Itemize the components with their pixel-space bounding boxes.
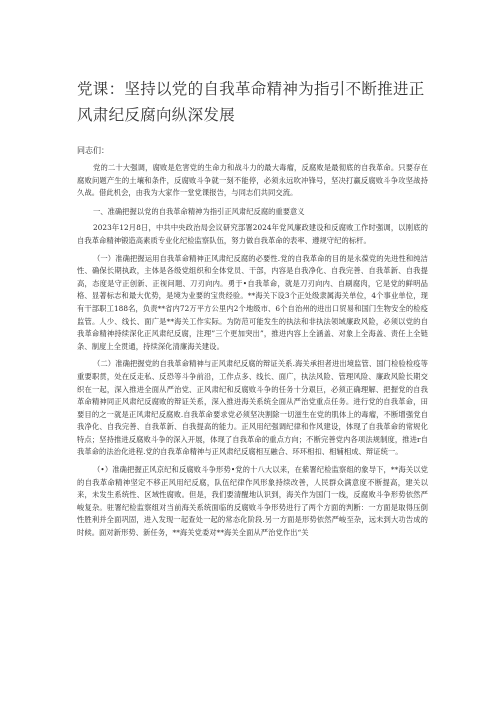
paragraph-situation: （•）准确把握正风京纪和反腐败斗争形势•党的十八大以来，在紫署纪检监察组的象导下，**海关以党的自我革命精神坚定不移正风用纪反腐，队伍纪律作风形象持续改善，人民群众满意度不断提高，建关以来，未发生系统性、区域性腐败。但是，我们要清醒地认识到，海关作为国门一线，反腐败斗争形势依然严峻复杂。驻署纪检监察组对当前海关系统面临的反腐败斗争形势进行了两个方面的判断：一方面是取得压倒性胜利并全面巩固，进入发现一起查处一起的常态化阶段.另一方面是形势依然严峻至杂，远未到大功告成的时候。面对新形势、新任务，**海关党委对**海关全面从严治党作出“关 — [77, 465, 428, 538]
section-heading-1: 一、准确把握以党的自我革命精神为指引正风肃纪反腐的重要意义 — [93, 206, 305, 216]
paragraph-intro: 党的二十大强调，腐败是危害党的生命力和战斗力的最大毒瘤，反腐败是最彻底的自我革命。只要存在腐败问题产生的土壤和条件，反腐败斗争就一刻不能停，必须永远吹冲锋号，坚决打赢反腐败斗争攻坚战持久战。借此机会，由我为大家作一堂党课报告，与同志们共同交流。 — [77, 163, 428, 198]
paragraph-dialectic: （二）准确把握党的自我革命精神与正风肃纪反腐的辩证关系.海关承担者进出境监管、国门检验检疫等重要职贯，处在反走私、反恐等斗争前沿，工作点多、线长、面广，执法风险、管理风险、廉政风险长期交织在一起，深入推进全面从严治党、正风肃纪和反腐败斗争的任务十分艰巨，必须正确理解、把握党的自我革命精神同正风肃纪反腐败的辩证关系，深入推进海关系统全面从严治党重点任务。进行党的自我革命，田要目的之一就是正风肃纪反腐败.自我革命要求党必须坚决割除一切滋生在党的肌体上的毒瘤，不断增强党自我净化、自我完善、自我革新、自我提高的能力。正风用纪强调纪律和作风建设，体现了自我革命的常规化特点；坚持推进反腐败斗争的深入开展，体现了自我革命的重点方向；不断完善党内各项法规制度，推进r自我革命的法治化进程.党的自我革命精神与正风肃纪反腐相互融合、环环相扣、相辅相成、辩证统一。 — [77, 359, 428, 457]
document-title: 党课：坚持以党的自我革命精神为指引不断推进正风肃纪反腐向纵深发展 — [77, 80, 425, 124]
greeting: 同志们： — [77, 146, 109, 155]
paragraph-meeting: 2023年12月8日，中共中央政治局会议研究部署2024年党风廉政建设和反腐败工作时强调，以刚底的自我革命精神锻造高素质专业化纪检监察队伍，努力做自我革命的表率、遵规守纪的标杆。 — [77, 223, 428, 245]
paragraph-necessity: （一）准确把握运用自我革命精神正风肃纪反腐的必要性.党的自我革命的目的是永葆党的先进性和纯洁性、确保长期执政，主体是各级党组织和全体党员、干部，内容是自我净化、自我完善、自我革新、自我提高，态度是守正创新、正视问题、刀刃向内。勇于•自我革命，就是刀刃向内、自刷腐肉，它是党的鲜明品格、显著标志和最大优势，是境为业要的宝贵经验。**海关下设3个正处级隶属海关单位，4个事业单位，现有干部职工188名，负责**省内72万平方公里内2个地级市、6个自治州的进出口贸易和国门生物安全的检疫监管。人少、线长、面广是**海关工作实际。为防范可能发生的执法和非执法领域廉政风险，必须以党的自我革命精神持续深化正风肃纪反腐，注理”三个更加突出”，推进内容上全涵盖、对象上全海盖、责任上全链条、制度上全贯通，持续深化清廉海关建设。 — [77, 253, 428, 351]
